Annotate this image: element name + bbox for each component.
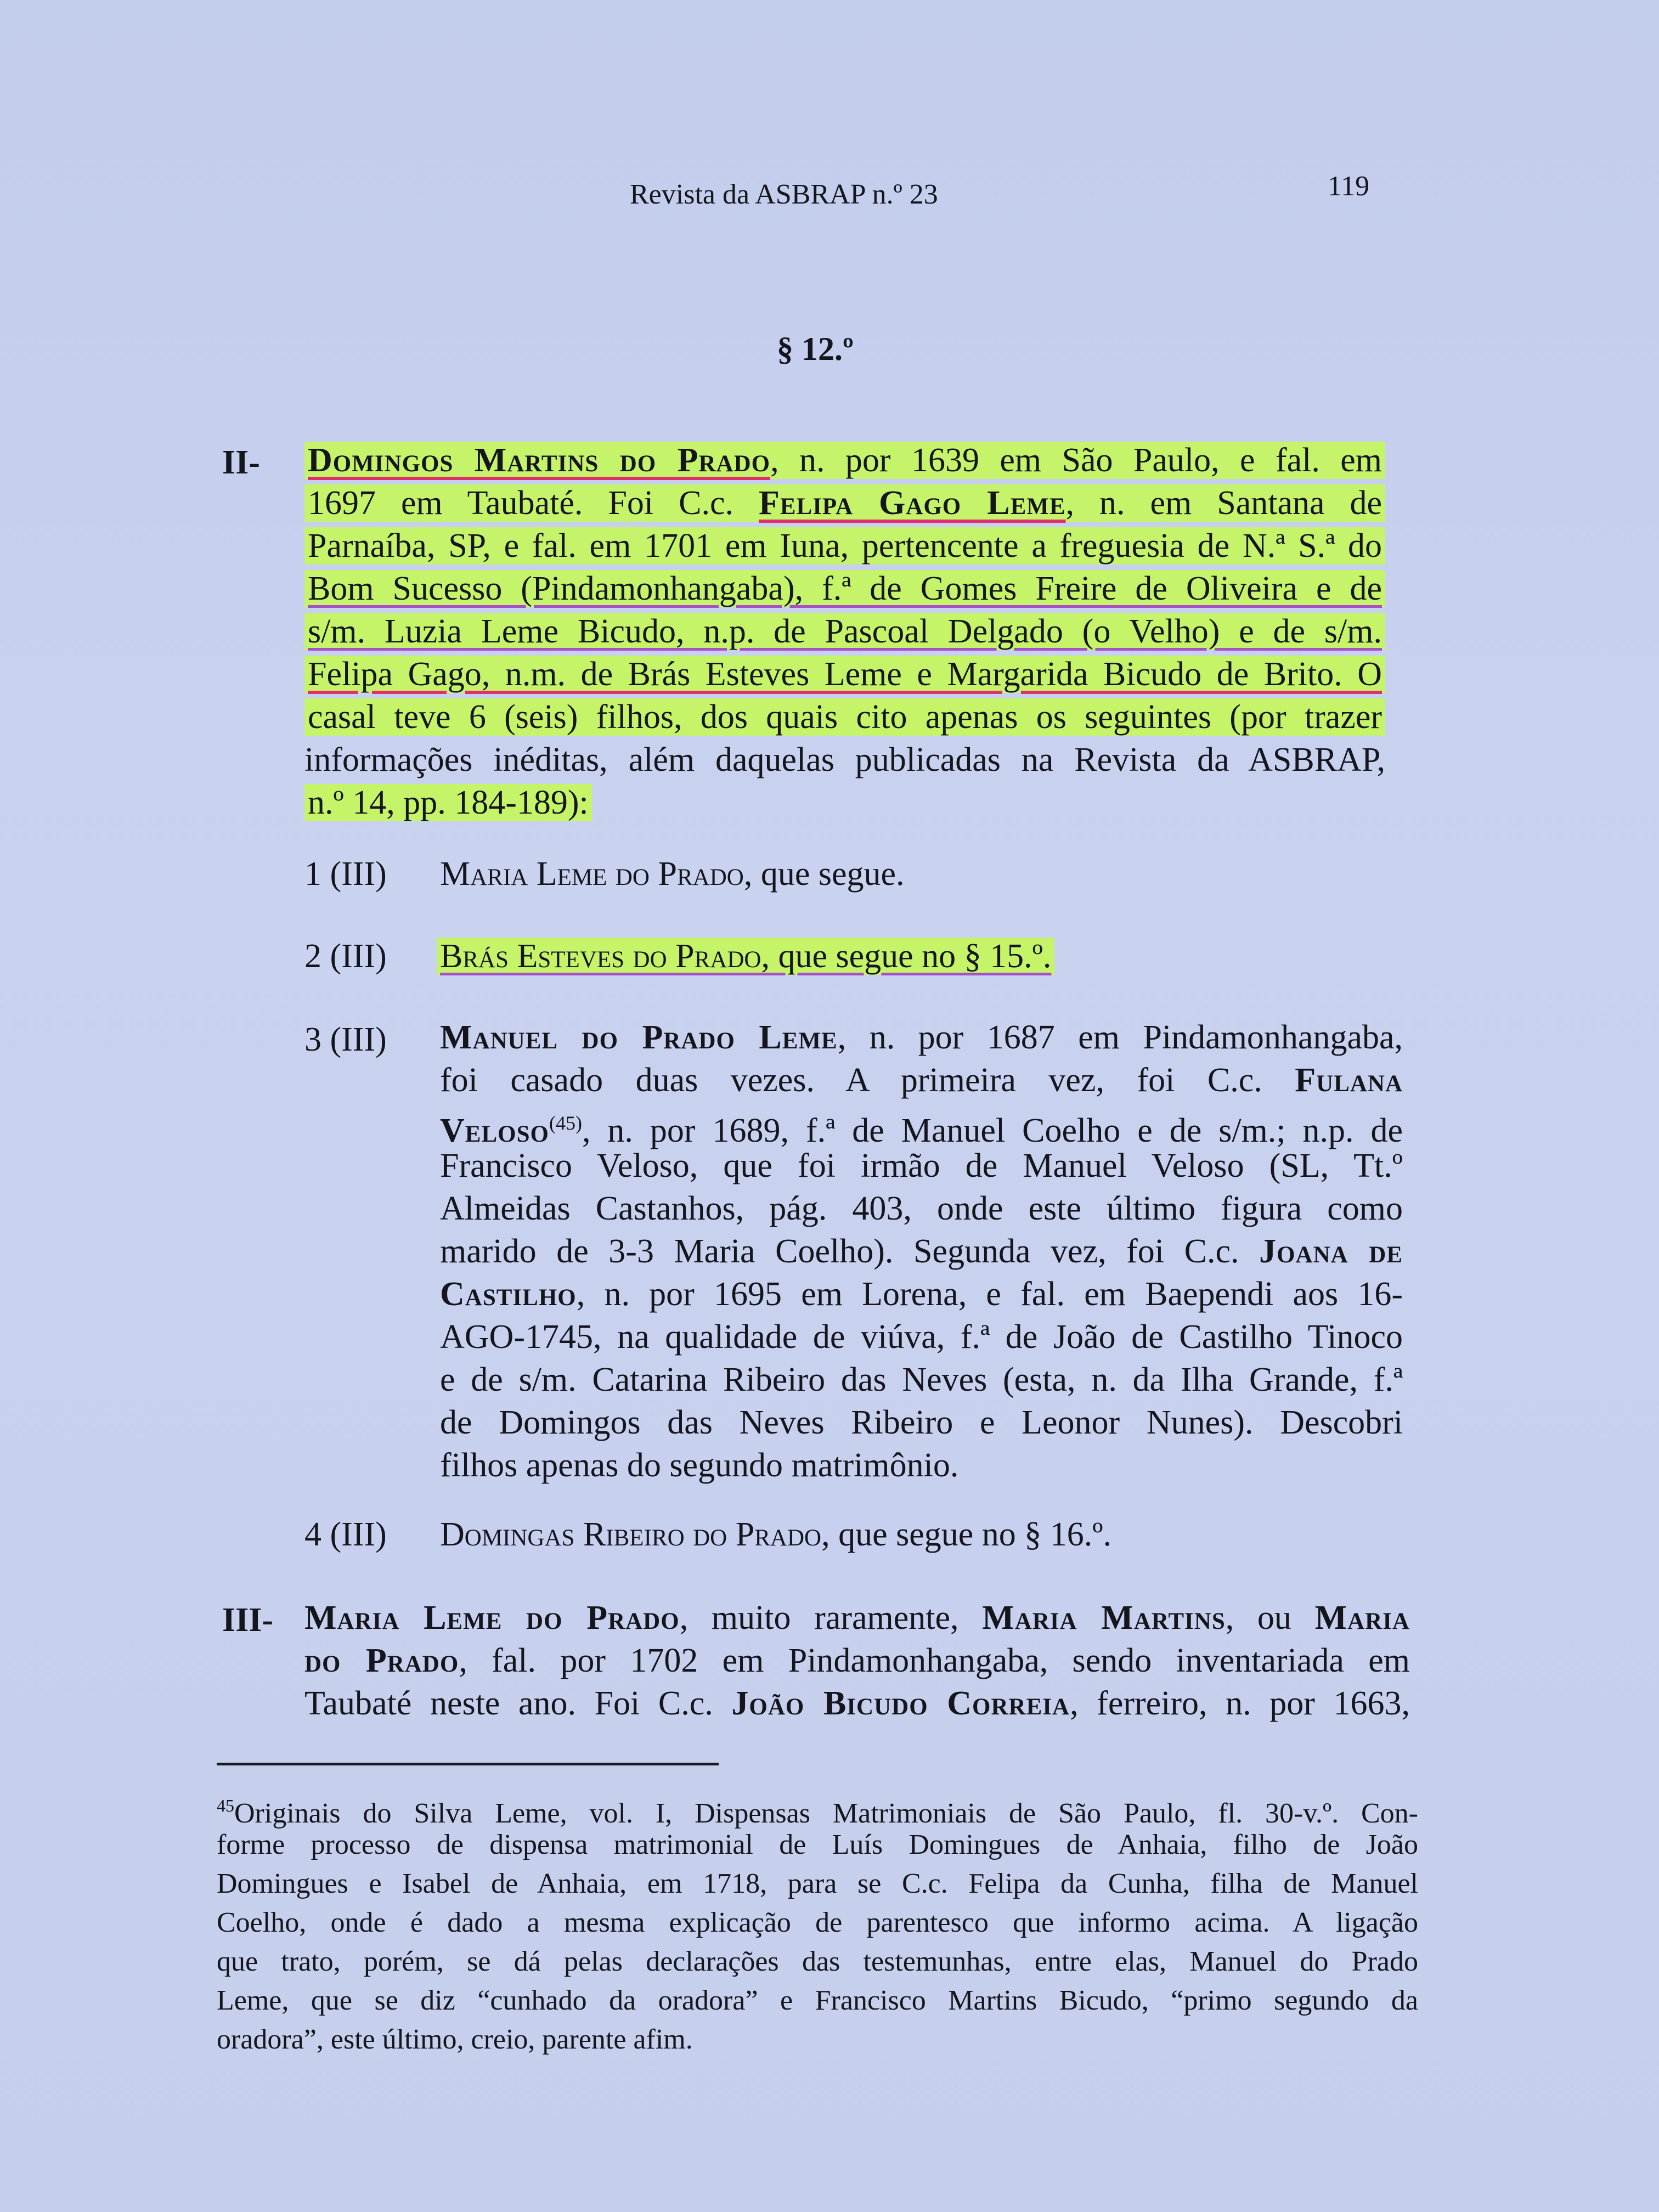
person-name: Manuel do Prado Leme (440, 1019, 838, 1056)
footnote-line: Domingues e Isabel de Anhaia, em 1718, para se C.c. Felipa da Cunha, filha de Manuel (217, 1868, 1418, 1899)
text-line: marido de 3-3 Maria Coelho). Segunda vez, foi C.c. Joana de (440, 1233, 1403, 1270)
highlighted-text: s/m. Luzia Leme Bicudo, n.p. de Pascoal Delgado (o Velho) e de s/m. (304, 613, 1385, 650)
page-number: 119 (1328, 171, 1370, 202)
footnote-marker: (45) (549, 1112, 582, 1134)
person-name: Brás Esteves do Prado (440, 938, 761, 975)
running-title: Revista da ASBRAP n.º 23 (630, 179, 938, 210)
person-name: Felipa Gago Leme (758, 484, 1066, 522)
text-line: Veloso$^{(45)}$, n. por 1689, f.ª de Manuel Coelho e de s/m.; n.p. de (440, 1112, 1403, 1149)
text-line: Francisco Veloso, que foi irmão de Manuel Veloso (SL, Tt.º (440, 1147, 1403, 1184)
highlighted-text: Brás Esteves do Prado, que segue no § 15.º. (437, 938, 1054, 975)
text-line (304, 610, 1385, 653)
text-line: Manuel do Prado Leme, n. por 1687 em Pindamonhangaba, (440, 1019, 1403, 1056)
person-name: Maria Leme do Prado (440, 855, 744, 893)
text-line (304, 524, 1385, 567)
text-line: Almeidas Castanhos, pág. 403, onde este último figura como (440, 1190, 1403, 1227)
text-line (304, 781, 1385, 824)
highlighted-text: 1697 em Taubaté. Foi C.c. Felipa Gago Leme, n. em Santana de (304, 484, 1385, 522)
footnote-line: Leme, que se diz “cunhado da oradora” e Francisco Martins Bicudo, “primo segundo da (217, 1985, 1418, 2016)
footnote-marker: 45 (217, 1796, 234, 1815)
footnote-rule (217, 1763, 719, 1765)
person-name: Maria Martins (982, 1599, 1226, 1637)
footnote (217, 1786, 1418, 2059)
footnote-line: que trato, porém, se dá pelas declarações das testemunhas, entre elas, Manuel do Prado (217, 1946, 1418, 1977)
child-number: 3 (III) (304, 1021, 387, 1058)
highlighted-text: Bom Sucesso (Pindamonhangaba), f.ª de Gomes Freire de Oliveira e de (304, 570, 1385, 607)
text-line: Maria Leme do Prado, muito raramente, Maria Martins, ou Maria (304, 1599, 1410, 1637)
child-entry (437, 937, 1054, 976)
text-line (304, 439, 1385, 482)
person-name: Fulana (1295, 1062, 1403, 1099)
text-line (304, 696, 1385, 738)
footnote-line: oradora”, este último, creio, parente afim. (217, 2024, 693, 2055)
section-title: § 12.º (777, 331, 854, 367)
person-name: João Bicudo Correia (731, 1685, 1070, 1722)
text-line: informações inéditas, além daquelas publicadas na Revista da ASBRAP, (304, 741, 1385, 778)
person-name: Veloso (440, 1112, 549, 1149)
generation-label: II- (222, 444, 260, 481)
highlighted-text: Parnaíba, SP, e fal. em 1701 em Iuna, pertencente a freguesia de N.ª S.ª do (304, 527, 1385, 565)
text-line (304, 482, 1385, 524)
text-line (304, 567, 1385, 610)
highlighted-text: n.º 14, pp. 184-189): (304, 784, 592, 821)
person-name: Castilho (440, 1276, 577, 1313)
highlighted-text: Domingos Martins do Prado, n. por 1639 em São Paulo, e fal. em (304, 442, 1385, 479)
footnote-line: forme processo de dispensa matrimonial de Luís Domingues de Anhaia, filho de João (217, 1829, 1418, 1860)
text-line (304, 653, 1385, 696)
text-line: e de s/m. Catarina Ribeiro das Neves (esta, n. da Ilha Grande, f.ª (440, 1361, 1403, 1398)
child-entry: Maria Leme do Prado, que segue. (440, 855, 905, 893)
person-name: Maria (1314, 1599, 1410, 1637)
person-name: Joana de (1259, 1233, 1403, 1270)
generation-label: III- (222, 1601, 274, 1639)
text-line: Castilho, n. por 1695 em Lorena, e fal. em Baependi aos 16- (440, 1276, 1403, 1313)
child-entry: Domingas Ribeiro do Prado, que segue no § 16.º. (440, 1516, 1111, 1553)
person-name: Maria Leme do Prado (304, 1599, 680, 1637)
person-name: do Prado (304, 1642, 459, 1679)
footnote-line: $^{45}$Originais do Silva Leme, vol. I, Dispensas Matrimoniais de São Paulo, fl. 30-v.º. Con- (217, 1796, 1418, 1829)
person-name: Domingos Martins do Prado (308, 442, 771, 479)
text-line: Taubaté neste ano. Foi C.c. João Bicudo Correia, ferreiro, n. por 1663, (304, 1685, 1410, 1722)
footnote-line: Coelho, onde é dado a mesma explicação de parentesco que informo acima. A ligação (217, 1907, 1418, 1938)
child-3-paragraph (440, 1016, 1403, 1487)
child-number: 2 (III) (304, 938, 387, 975)
text-line: do Prado, fal. por 1702 em Pindamonhangaba, sendo inventariada em (304, 1642, 1410, 1679)
entry-iii-paragraph (304, 1596, 1410, 1725)
entry-ii-paragraph (304, 439, 1385, 824)
text-line: filhos apenas do segundo matrimônio. (440, 1447, 959, 1484)
text-line: de Domingos das Neves Ribeiro e Leonor Nunes). Descobri (440, 1404, 1403, 1441)
child-number: 4 (III) (304, 1516, 387, 1553)
text-line: AGO-1745, na qualidade de viúva, f.ª de João de Castilho Tinoco (440, 1318, 1403, 1356)
highlighted-text: casal teve 6 (seis) filhos, dos quais cito apenas os seguintes (por trazer (304, 698, 1385, 736)
child-number: 1 (III) (304, 855, 387, 893)
person-name: Domingas Ribeiro do Prado (440, 1516, 822, 1553)
highlighted-text: Felipa Gago, n.m. de Brás Esteves Leme e Margarida Bicudo de Brito. O (304, 656, 1385, 693)
text-line: foi casado duas vezes. A primeira vez, foi C.c. Fulana (440, 1062, 1403, 1099)
